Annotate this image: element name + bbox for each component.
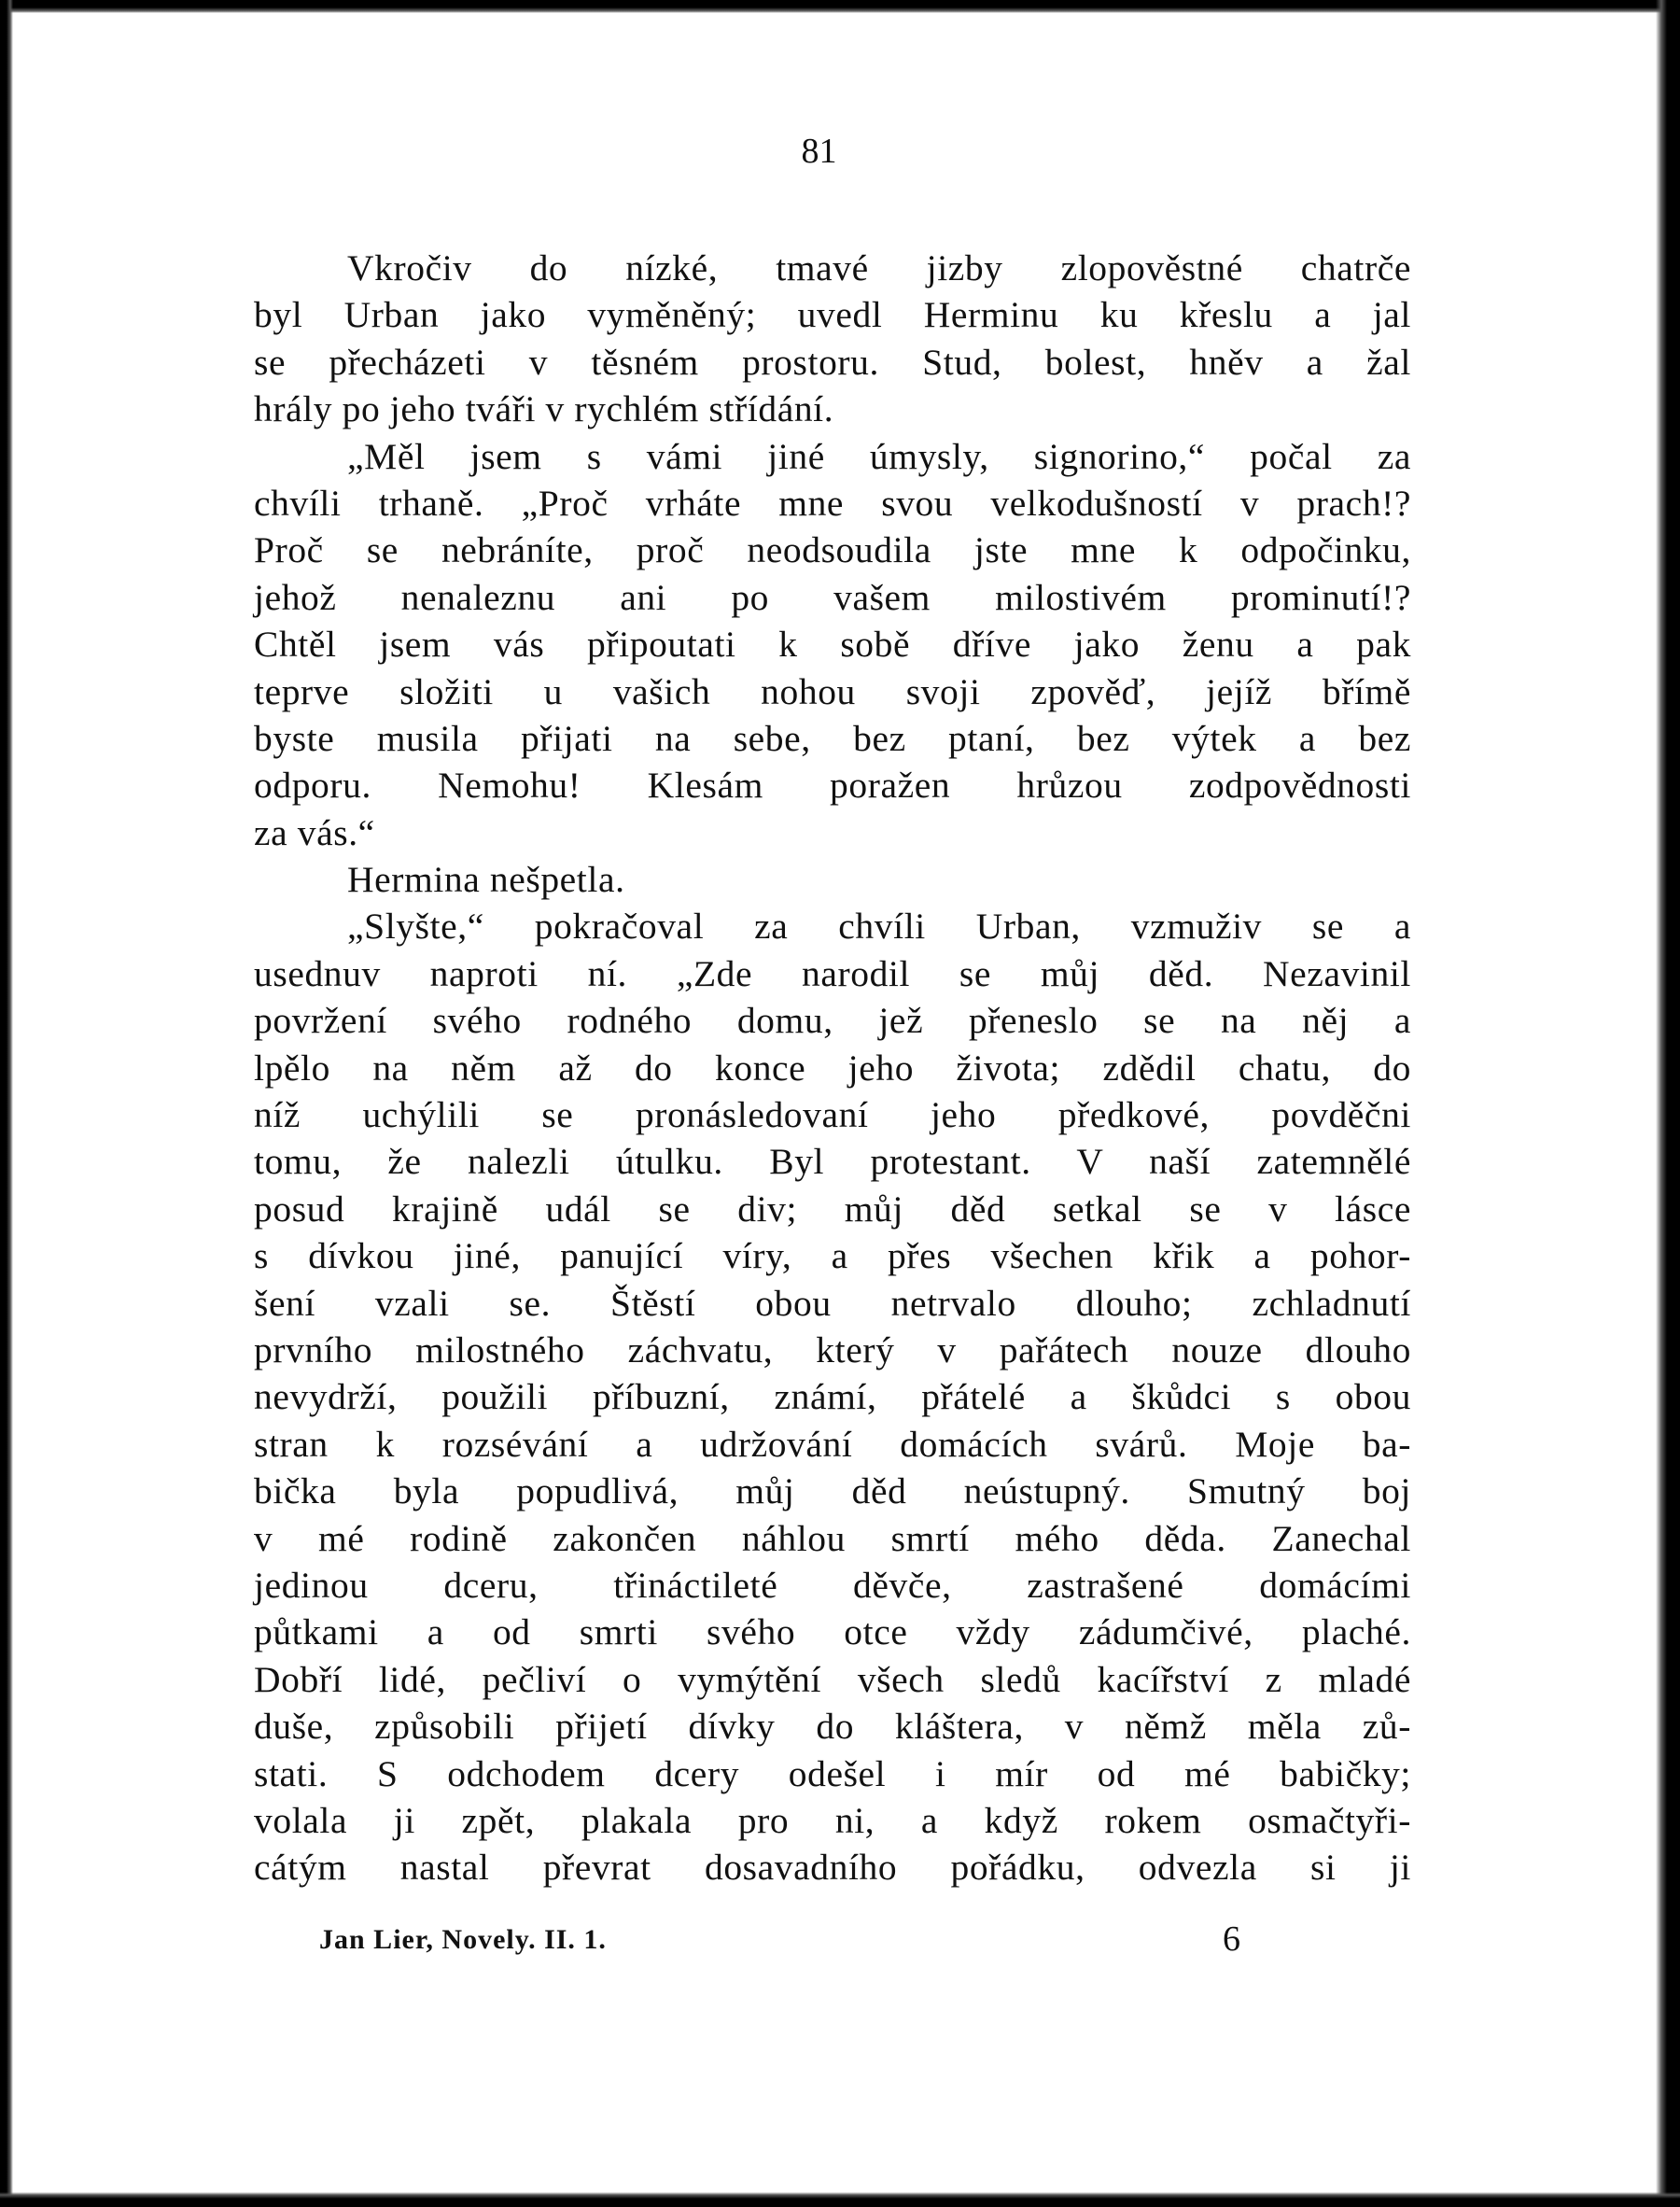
- text-line: „Měl jsem s vámi jiné úmysly, signorino,“ počal za: [347, 435, 1411, 477]
- scan-border-bottom: [0, 2192, 1680, 2207]
- text-line: jehož nenaleznu ani po vašem milostivém prominutí!?: [254, 576, 1411, 618]
- text-line: šení vzali se. Štěstí obou netrvalo dlouho; zchladnutí: [254, 1282, 1411, 1324]
- text-line: cátým nastal převrat dosavadního pořádku, odvezla si ji: [254, 1847, 1411, 1889]
- footer-author: Jan Lier, Novely. II. 1.: [319, 1924, 607, 1955]
- text-line: Hermina nešpetla.: [347, 859, 625, 901]
- text-line: stran k rozsévání a udržování domácích svárů. Moje ba-: [254, 1423, 1411, 1465]
- text-line: teprve složiti u vašich nohou svoji zpověď, jejíž břímě: [254, 670, 1411, 712]
- text-line: půtkami a od smrti svého otce vždy zádumčivé, plaché.: [254, 1611, 1411, 1653]
- text-line: nevydrží, použili příbuzní, známí, přátelé a škůdci s obou: [254, 1376, 1411, 1418]
- page-number: 81: [801, 132, 837, 171]
- text-line: Chtěl jsem vás připoutati k sobě dříve jako ženu a pak: [254, 624, 1411, 666]
- page-footer: [319, 1919, 1253, 1960]
- text-line: lpělo na něm až do konce jeho života; zdědil chatu, do: [254, 1047, 1411, 1089]
- text-line: jedinou dceru, třináctileté děvče, zastrašené domácími: [254, 1564, 1411, 1606]
- text-line: „Slyšte,“ pokračoval za chvíli Urban, vzmuživ se a: [347, 906, 1411, 948]
- text-line: tomu, že nalezli útulku. Byl protestant. V naší zatemnělé: [254, 1141, 1411, 1183]
- text-line: usednuv naproti ní. „Zde narodil se můj děd. Nezavinil: [254, 952, 1411, 994]
- scan-border-right: [1656, 0, 1680, 2207]
- text-line: volala ji zpět, plakala pro ni, a když rokem osmačtyři-: [254, 1799, 1411, 1841]
- text-line: duše, způsobili přijetí dívky do kláštera, v němž měla zů-: [254, 1706, 1411, 1748]
- text-line: povržení svého rodného domu, jež přeneslo se na něj a: [254, 1000, 1411, 1042]
- text-line: níž uchýlili se pronásledovaní jeho předkové, povděčni: [254, 1094, 1411, 1136]
- text-line: Dobří lidé, pečliví o vymýtění všech sledů kacířství z mladé: [254, 1658, 1411, 1700]
- text-line: s dívkou jiné, panující víry, a přes všechen křik a pohor-: [254, 1235, 1411, 1277]
- text-line: odporu. Nemohu! Klesám poražen hrůzou zodpovědnosti: [254, 765, 1411, 807]
- text-line: v mé rodině zakončen náhlou smrtí mého děda. Zanechal: [254, 1517, 1411, 1559]
- text-line: za vás.“: [254, 811, 375, 853]
- text-line: prvního milostného záchvatu, který v pařátech nouze dlouho: [254, 1328, 1411, 1371]
- scan-border-top: [0, 0, 1680, 13]
- body-text: [254, 245, 1411, 1891]
- text-line: stati. S odchodem dcery odešel i mír od mé babičky;: [254, 1752, 1411, 1794]
- text-line: Vkročiv do nízké, tmavé jizby zlopověstné chatrče: [347, 247, 1411, 288]
- text-line: se přecházeti v těsném prostoru. Stud, bolest, hněv a žal: [254, 341, 1411, 383]
- footer-signature-mark: 6: [1223, 1919, 1240, 1959]
- text-line: hrály po jeho tváři v rychlém střídání.: [254, 388, 834, 430]
- text-line: byl Urban jako vyměněný; uvedl Herminu ku křeslu a jal: [254, 294, 1411, 336]
- text-line: Proč se nebráníte, proč neodsoudila jste mne k odpočinku,: [254, 529, 1411, 571]
- scan-border-left: [0, 0, 13, 2207]
- text-line: chvíli trhaně. „Proč vrháte mne svou velkodušností v prach!?: [254, 482, 1411, 524]
- text-line: byste musila přijati na sebe, bez ptaní, bez výtek a bez: [254, 717, 1411, 759]
- text-line: posud krajině udál se div; můj děd setkal se v lásce: [254, 1188, 1411, 1230]
- text-line: bička byla popudlivá, můj děd neústupný. Smutný boj: [254, 1470, 1411, 1512]
